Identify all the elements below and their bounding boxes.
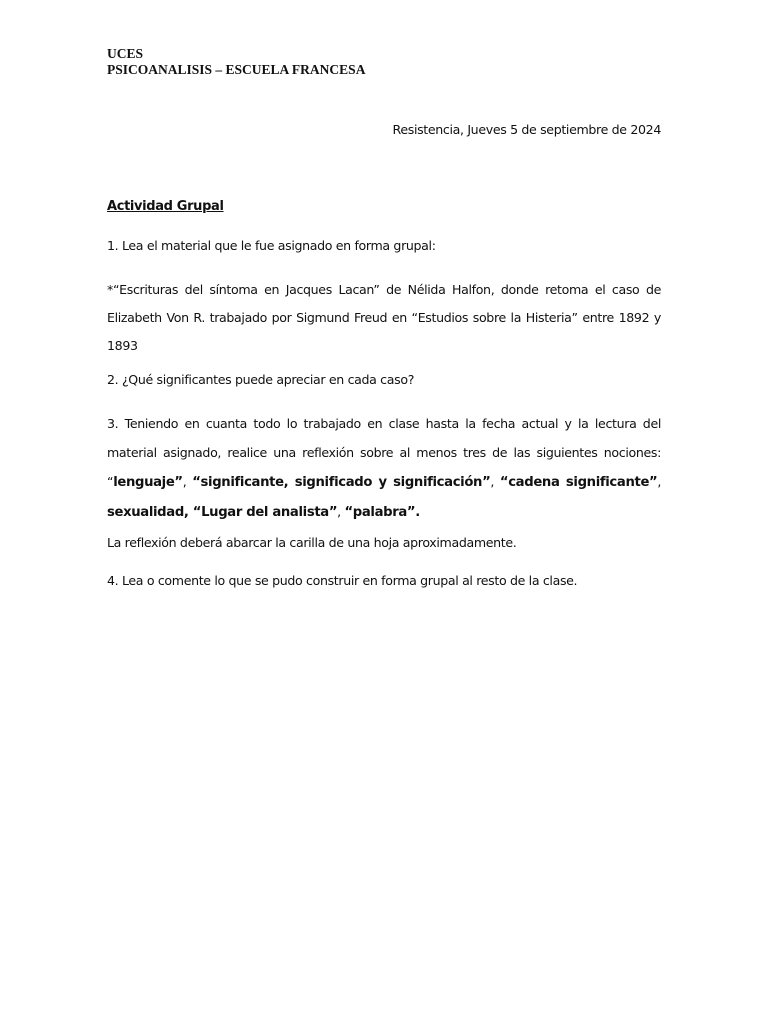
- reflection-note: La reflexión deberá abarcar la carilla de una hoja aproximadamente.: [107, 535, 517, 550]
- notion-separator: ,: [337, 504, 345, 519]
- activity-title: Actividad Grupal: [107, 199, 224, 214]
- document-header: [107, 46, 365, 78]
- material-reference: *“Escrituras del síntoma en Jacques Lacan” de Nélida Halfon, donde retoma el caso de Elizabeth Von R. trabajado por Sigmund Freud en “Estudios sobre la Histeria” entre 1892 y 1893: [107, 282, 661, 353]
- notion-sexualidad-lugar-analista: sexualidad, “Lugar del analista”: [107, 505, 338, 520]
- item-1: 1. Lea el material que le fue asignado en forma grupal:: [107, 238, 436, 253]
- institution-name: UCES: [107, 46, 144, 61]
- course-name: PSICOANALISIS – ESCUELA FRANCESA: [107, 62, 366, 77]
- notion-separator: ,: [490, 474, 500, 489]
- item-3-intro: 3. Teniendo en cuanta todo lo trabajado en clase hasta la fecha actual y la lectura del material asignado, realice una reflexión sobre al menos tres de las siguientes nociones:: [107, 416, 661, 460]
- notion-lenguaje: lenguaje”: [113, 475, 183, 490]
- notion-palabra: “palabra”.: [344, 505, 420, 520]
- item-4: 4. Lea o comente lo que se pudo construir en forma grupal al resto de la clase.: [107, 573, 578, 588]
- notion-cadena-significante: “cadena significante”: [499, 475, 658, 490]
- notion-open-quote: “: [107, 474, 114, 489]
- item-3: [107, 409, 661, 527]
- notion-significante: “significante, significado y significación”: [192, 475, 491, 490]
- item-2: 2. ¿Qué significantes puede apreciar en cada caso?: [107, 372, 415, 387]
- date-line: Resistencia, Jueves 5 de septiembre de 2024: [392, 122, 661, 137]
- notion-separator: ,: [657, 474, 662, 489]
- notion-separator: ,: [182, 474, 193, 489]
